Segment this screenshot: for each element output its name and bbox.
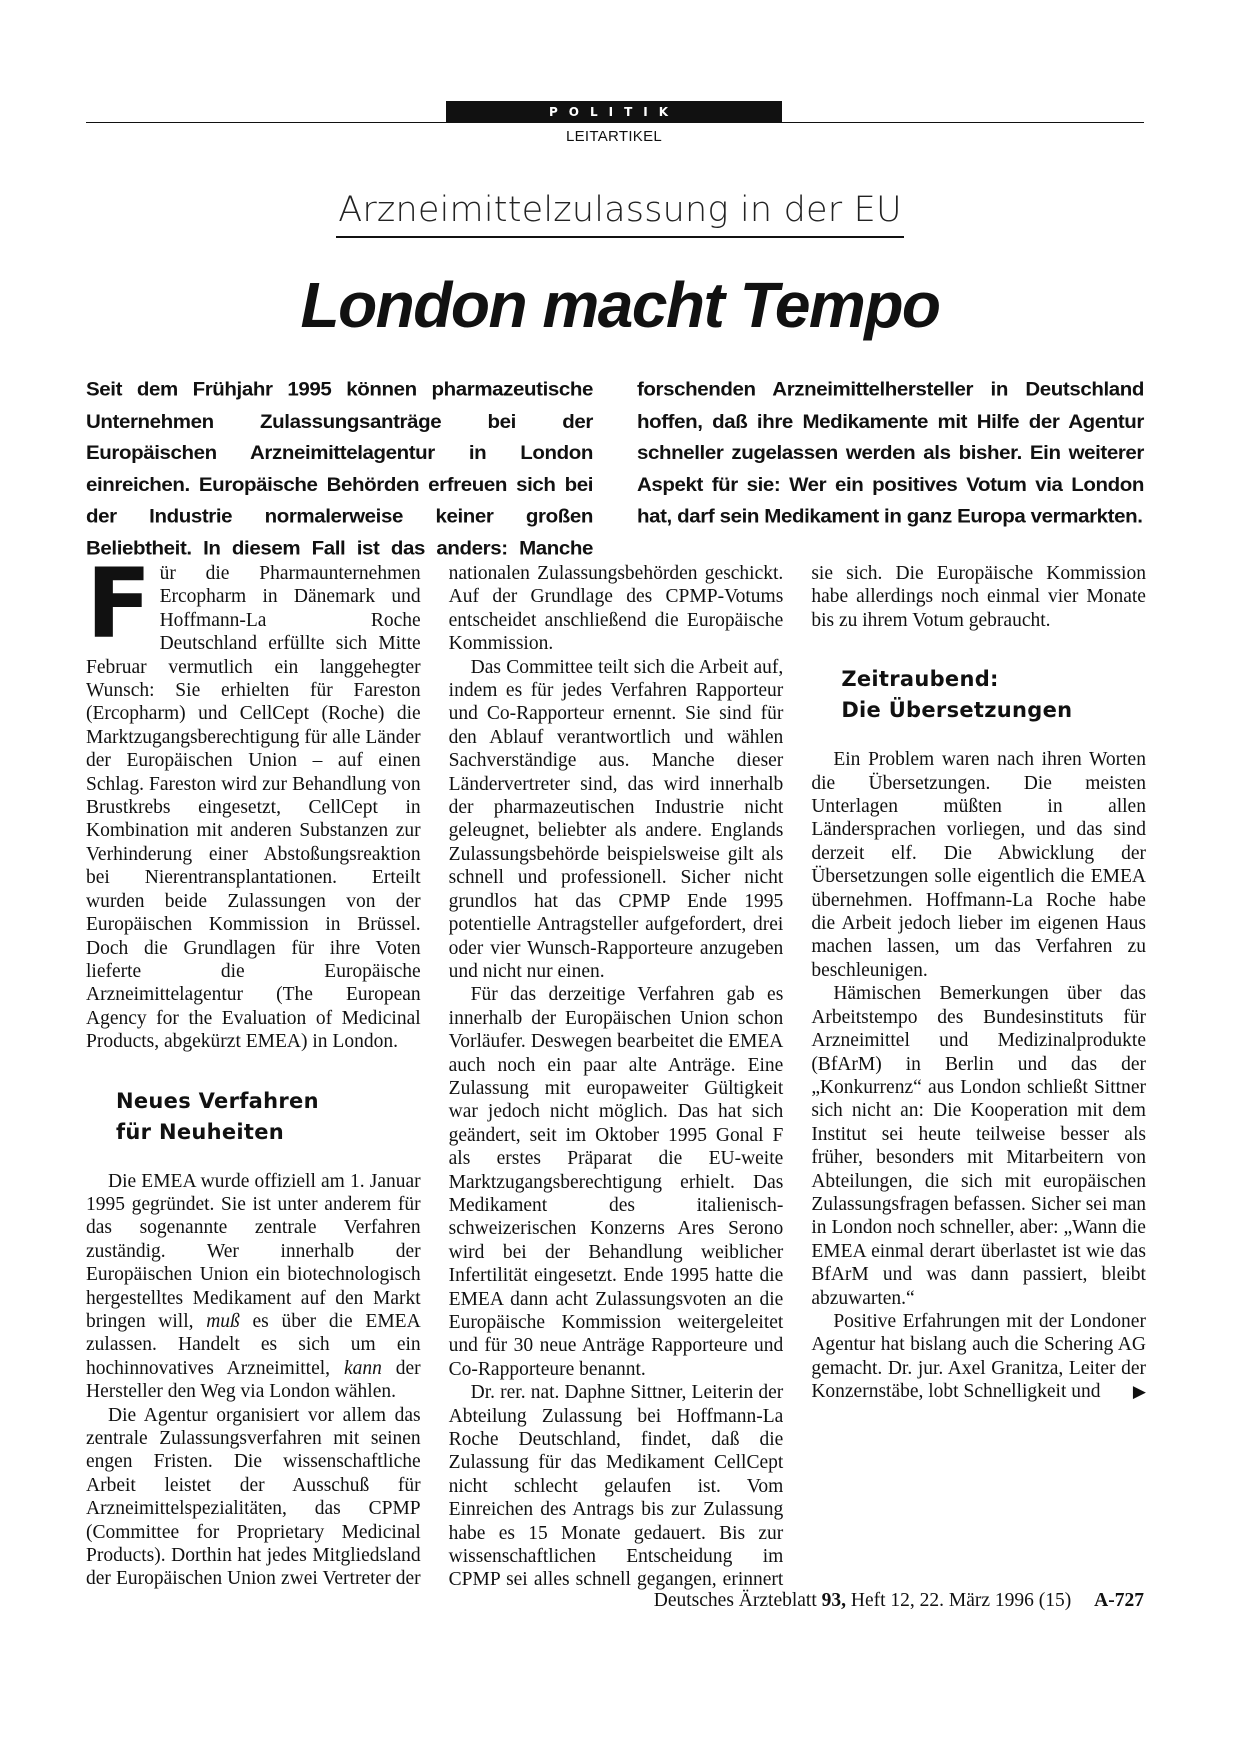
text-run: es über die EMEA zulassen. Handelt es sich um ein hochinnovatives Arzneimittel,: [86, 1310, 421, 1379]
journal-issue: Heft 12, 22. März 1996 (15): [850, 1590, 1072, 1611]
subheading-line: Die Übersetzungen: [841, 698, 1073, 723]
body-paragraph-1: [86, 548, 421, 1054]
section-label: POLITIK: [446, 101, 782, 122]
text-run: der Hersteller den Weg via London wählen.: [86, 1357, 421, 1403]
emphasis: muß: [206, 1310, 240, 1332]
subheading-line: Zeitraubend:: [841, 667, 999, 692]
body-paragraph-4: Das Committee teilt sich die Arbeit auf, indem es für jedes Verfahren Rapporteur und Co-Rapporteur ernennt. Sie sind für den Ablauf verantwortlich und wählen Sachverständige aus. Manche dieser Ländervertreter sind, das wird innerhalb der pharmazeutischen Industrie nicht geleugnet, beliebter als andere. Englands Zulassungsbehörde beispielsweise gilt als schnell und professionell. Sicher nicht grundlos hat das CPMP Ende 1995 potentielle Antragsteller aufgefordert, drei oder vier Wunsch-Rapporteure anzugeben und nicht nur einen.: [448, 656, 784, 982]
body-paragraph-6: Dr. rer. nat. Daphne Sittner, Leiterin der Abteilung Zulassung bei Hoffmann-La Roche Deutschland, findet, daß die Zulassung für das Medikament CellCept nicht schlecht gelaufen ist. Vom Einreichen des Antrags bis zur Zulassung habe es 15 Monate gedauert. Bis zur wissenschaftlichen Entscheidung im CPMP sei alles schnell gegangen, erinnert sie sich. Die Europäische Kommission habe allerdings noch einmal vier Monate bis zu ihrem Votum gebraucht.: [448, 563, 1146, 1591]
article-kicker: Arzneimittelzulassung in der EU: [336, 190, 904, 238]
page-number: A-727: [1094, 1590, 1144, 1611]
emphasis: kann: [343, 1357, 382, 1379]
text-run: Positive Erfahrungen mit der Londoner Agentur hat bislang auch die Schering AG gemacht. Dr. jur. Axel Granitza, Leiter der Konzernstäbe, lobt Schnelligkeit und: [811, 1310, 1146, 1403]
body-paragraph-2: [86, 1170, 421, 1404]
text-run: Die EMEA wurde offiziell am 1. Januar 1995 gegründet. Sie ist unter anderem für das sogenannte zentrale Verfahren zuständig. Wer innerhalb der Europäischen Union ein biotechnologisch hergestelltes Medikament auf den Markt bringen will,: [86, 1170, 421, 1332]
body-paragraph-5: Für das derzeitige Verfahren gab es innerhalb der Europäischen Union schon Vorläufer. Deswegen bearbeitet die EMEA auch noch ein paar alte Anträge. Eine Zulassung mit europaweiter Gültigkeit war jedoch nicht möglich. Das hat sich geändert, seit im Oktober 1995 Gonal F als erstes Präparat die EU-weite Marktzugangsberechtigung erhielt. Das Medikament des italienisch-schweizerischen Konzerns Ares Serono wird bei der Behandlung weiblicher Infertilität eingesetzt. Ende 1995 hatte die EMEA dann acht Zulassungsvoten an die Europäische Kommission weitergeleitet und für 30 neue Anträge Rapporteure und Co-Rapporteure benannt.: [448, 984, 784, 1380]
article-body: [86, 548, 1146, 1592]
lead-paragraph: Seit dem Frühjahr 1995 können pharmazeutische Unternehmen Zulassungsanträge bei der Europäischen Arzneimittelagentur in London einreichen. Europäische Behörden erfreuen sich bei der Industrie normalerweise keiner großen Beliebtheit. In diesem Fall ist das anders: Manche forschenden Arzneimittelhersteller in Deutschland hoffen, daß ihre Medikamente mit Hilfe der Agentur schneller zugelassen werden als bisher. Ein weiterer Aspekt für sie: Wer ein positives Votum via London hat, darf sein Medikament in ganz Europa vermarkten.: [86, 378, 1144, 559]
subheading-line: für Neuheiten: [116, 1119, 285, 1144]
article-kicker-wrap: [0, 190, 1240, 238]
header-rule: [86, 122, 1144, 123]
continue-arrow-icon: ▶: [1132, 1382, 1146, 1402]
body-paragraph-7: Ein Problem waren nach ihren Worten die Übersetzungen. Die meisten Unterlagen müßten in allen Ländersprachen vorliegen, und das sind derzeit elf. Die Abwicklung der Übersetzungen solle eigentlich die EMEA übernehmen. Hoffmann-La Roche habe die Arbeit jedoch lieber im eigenen Haus machen lassen, um das Verfahren zu beschleunigen.: [811, 749, 1146, 981]
subheading-neues-verfahren: [116, 1086, 421, 1148]
article-lead: [86, 374, 1144, 564]
page-footer: [654, 1590, 1144, 1612]
drop-cap: F: [86, 548, 152, 660]
subheading-line: Neues Verfahren: [116, 1088, 319, 1113]
body-paragraph-8: Hämischen Bemerkungen über das Arbeitstempo des Bundesinstituts für Arzneimittel und Medizinalprodukte (BfArM) in Berlin und das der „Konkurrenz“ aus London schließt Sittner sich nicht an: Die Kooperation mit dem Institut sei heute teilweise besser als früher, besonders mit Mitarbeitern von Abteilungen, die sich mit europäischen Zulassungsfragen befassen. Sicher sei man in London noch schneller, aber: „Wann die EMEA einmal derart überlastet ist wie das BfArM und was dann passiert, bleibt abzuwarten.“: [811, 983, 1146, 1309]
journal-name: Deutsches Ärzteblatt: [653, 1590, 817, 1611]
article-headline: London macht Tempo: [300, 269, 940, 341]
body-paragraph-3: Die Agentur organisiert vor allem das zentrale Zulassungsverfahren mit seinen engen Fristen. Die wissenschaftliche Arbeit leistet der Ausschuß für Arzneimittelspezialitäten, das CPMP (Committee for Proprietary Medicinal Products). Dorthin hat jedes Mitgliedsland der Europäischen Union zwei Vertreter der nationalen Zulassungsbehörden geschickt. Auf der Grundlage des CPMP-Votums entscheidet anschließend die Europäische Kommission.: [86, 563, 784, 1590]
subsection-label: LEITARTIKEL: [565, 128, 663, 145]
subheading-zeitraubend: [841, 664, 1146, 726]
body-paragraph-1-text: ür die Pharmaunternehmen Ercopharm in Dänemark und Hoffmann-La Roche Deutschland erfüllte sich Mitte Februar vermutlich ein langgehegter Wunsch: Sie erhielten für Fareston (Ercopharm) und CellCept (Roche) die Marktzugangsberechtigung für alle Länder der Europäischen Union – auf einen Schlag. Fareston wird zur Behandlung von Brustkrebs eingesetzt, CellCept in Kombination mit anderen Substanzen zur Verhinderung einer Abstoßungsreaktion bei Nierentransplantationen. Erteilt wurden beide Zulassungen von der Europäischen Kommission in Brüssel. Doch die Grundlagen für ihre Voten lieferte die Europäische Arzneimittelagentur (The European Agency for the Evaluation of Medicinal Products, abgekürzt EMEA) in London.: [86, 563, 421, 1053]
journal-volume: 93,: [821, 1590, 847, 1611]
body-paragraph-9: [811, 1310, 1146, 1404]
